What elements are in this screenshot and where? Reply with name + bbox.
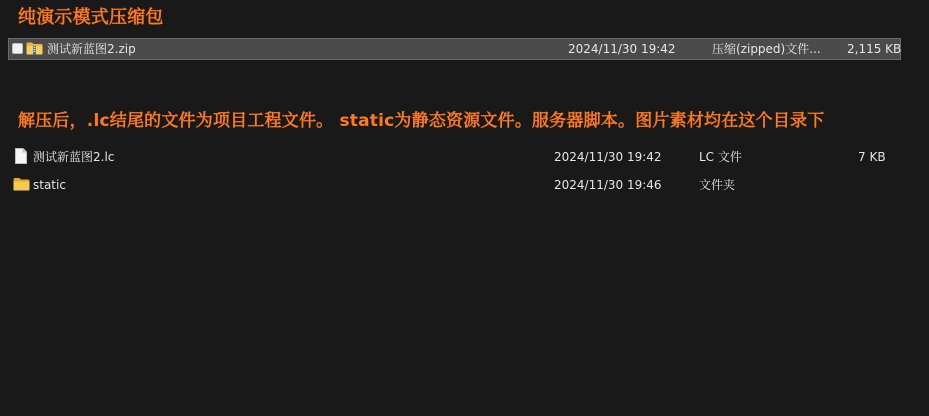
file-date: 2024/11/30 19:46 bbox=[554, 178, 662, 192]
zip-folder-icon bbox=[26, 41, 43, 55]
file-type: LC 文件 bbox=[699, 150, 742, 164]
page-title: 纯演示模式压缩包 bbox=[18, 7, 164, 28]
file-row-static[interactable] bbox=[8, 173, 901, 197]
file-row-lc[interactable] bbox=[8, 145, 901, 169]
row-checkbox[interactable] bbox=[12, 43, 23, 54]
folder-icon bbox=[13, 177, 30, 191]
file-name[interactable]: 测试新蓝图2.lc bbox=[33, 150, 115, 164]
file-icon bbox=[15, 148, 27, 164]
file-type: 压缩(zipped)文件... bbox=[712, 42, 821, 56]
instruction-note: 解压后，.lc结尾的文件为项目工程文件。 static为静态资源文件。服务器脚本。图片素材均在这个目录下 bbox=[18, 111, 825, 131]
file-date: 2024/11/30 19:42 bbox=[554, 150, 662, 164]
file-name[interactable]: static bbox=[33, 178, 66, 192]
file-row-zip[interactable] bbox=[8, 38, 901, 60]
file-size: 2,115 KB bbox=[847, 42, 902, 56]
file-name[interactable]: 测试新蓝图2.zip bbox=[47, 42, 136, 56]
file-size: 7 KB bbox=[858, 150, 886, 164]
file-date: 2024/11/30 19:42 bbox=[568, 42, 676, 56]
file-type: 文件夹 bbox=[699, 178, 736, 192]
